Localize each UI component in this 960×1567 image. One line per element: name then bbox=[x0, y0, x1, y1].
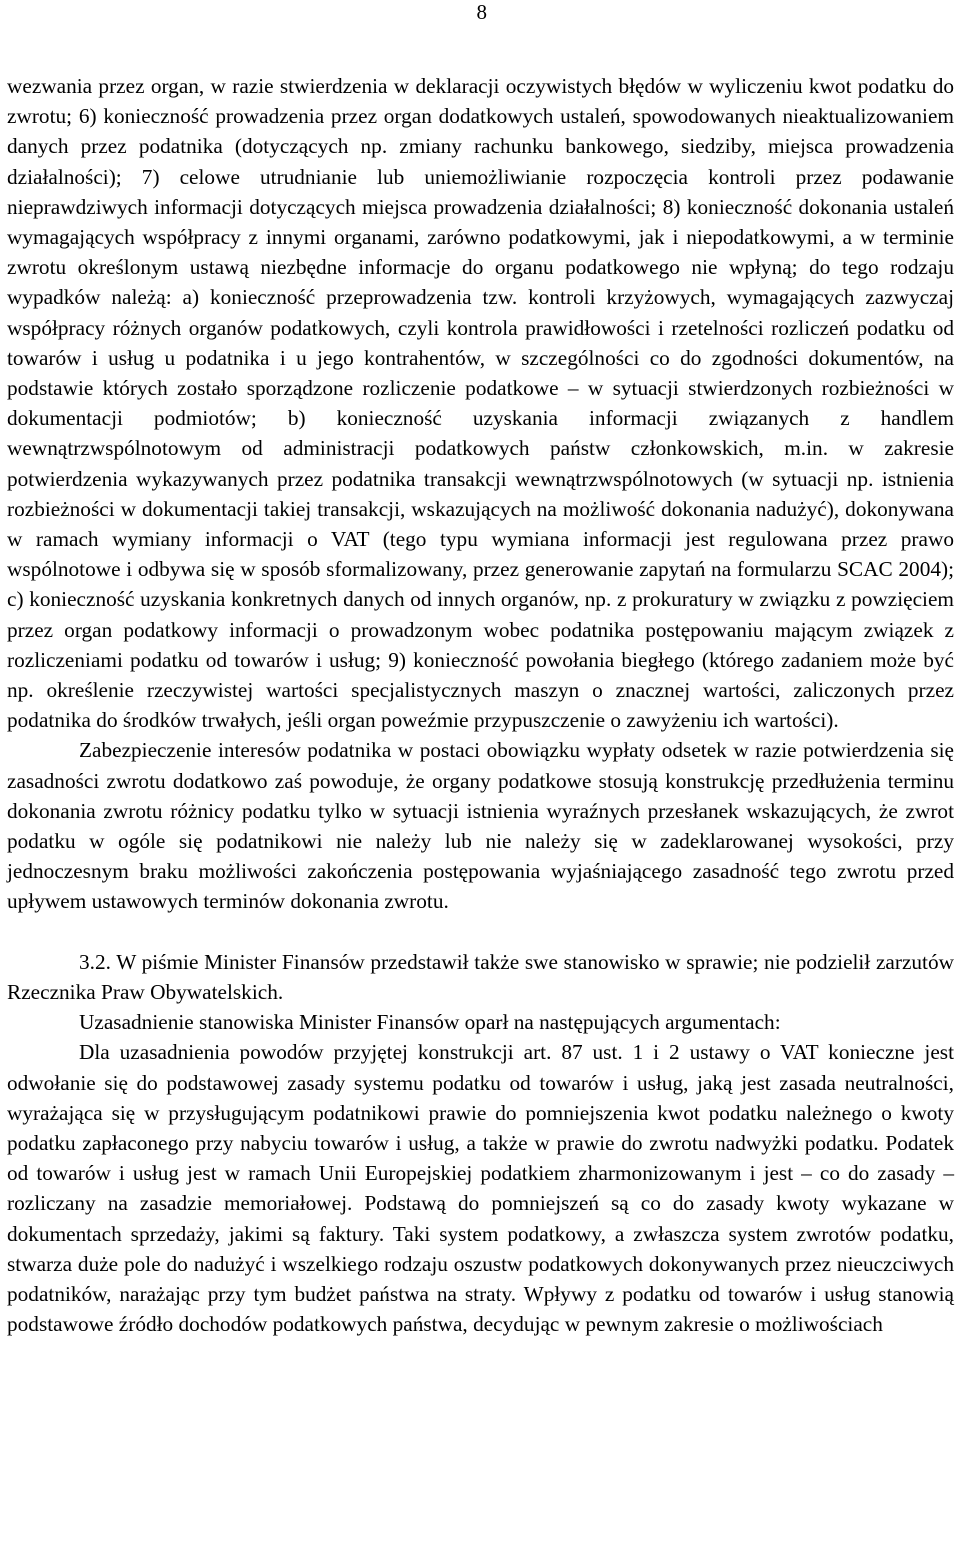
paragraph-taxpayer-interest: Zabezpieczenie interesów podatnika w postaci obowiązku wypłaty odsetek w razie potwierdzenia się zasadności zwrotu dodatkowo zaś powoduje, że organy podatkowe stosują konstrukcję przedłużenia terminu dokonania zwrotu różnicy podatku tylko w sytuacji istnienia wyraźnych przesłanek wskazujących, że zwrot podatku w ogóle się podatnikowi nie należy lub nie należy się w zadeklarowanej wysokości, przy jednoczesnym braku możliwości zakończenia postępowania wyjaśniającego zasadność tego zwrotu przed upływem ustawowych terminów dokonania zwrotu. bbox=[7, 738, 954, 914]
paragraph-justification-intro: Uzasadnienie stanowiska Minister Finansów oparł na następujących argumentach: bbox=[79, 1010, 781, 1035]
paragraph-section-3-2: 3.2. W piśmie Minister Finansów przedstawił także swe stanowisko w sprawie; nie podzielił zarzutów Rzecznika Praw Obywatelskich. bbox=[7, 949, 954, 1004]
page-number: 8 bbox=[476, 0, 487, 24]
paragraph-grounds-list: wezwania przez organ, w razie stwierdzenia w deklaracji oczywistych błędów w wyliczeniu kwot podatku do zwrotu; 6) konieczność prowadzenia przez organ dodatkowych ustaleń, spowodowanych nieaktualizowaniem danych przez podatnika (dotyczących np. zmiany rachunku bankowego, siedziby, miejsca prowadzenia działalności); 7) celowe utrudnianie lub uniemożliwianie rozpoczęcia kontroli przez podawanie nieprawdziwych informacji dotyczących miejsca prowadzenia działalności; 8) konieczność dokonania ustaleń wymagających współpracy z innymi organami, zarówno podatkowymi, jak i niepodatkowymi, a w terminie zwrotu określonym ustawą niezbędne informacje do organu podatkowego nie wpłyną; do tego rodzaju wypadków należą: a) konieczność przeprowadzenia tzw. kontroli krzyżowych, wymagających zazwyczaj współpracy różnych organów podatkowych, czyli kontrola prawidłowości i rzetelności rozliczeń podatku od towarów i usług u podatnika i u jego kontrahentów, w szczególności co do zgodności dokumentów, na podstawie których zostało sporządzone rozliczenie podatkowe – w sytuacji stwierdzonych rozbieżności w dokumentacji podmiotów; b) konieczność uzyskania informacji związanych z handlem wewnątrzwspólnotowym od administracji podatkowych państw członkowskich, m.in. w zakresie potwierdzenia wykazywanych przez podatnika transakcji wewnątrzwspólnotowych (w sytuacji np. istnienia rozbieżności w dokumentacji takiej transakcji, wskazujących na możliwość dokonania nadużyć), dokonywana w ramach wymiany informacji o VAT (tego typu wymiana informacji jest regulowana przez prawo wspólnotowe i odbywa się w sposób sformalizowany, przez generowanie zapytań na formularzu SCAC 2004); c) konieczność uzyskania konkretnych danych od innych organów, np. z prokuratury w związku z powzięciem przez organ podatkowy informacji o prowadzonym wobec podatnika postępowaniu mającym związek z rozliczeniami podatku od towarów i usług; 9) konieczność powołania biegłego (którego zadaniem może być np. określenie rzeczywistej wartości specjalistycznych maszyn o znacznej wartości, zaliczonych przez podatnika do środków trwałych, jeśli organ poweźmie przypuszczenie o zawyżeniu ich wartości). bbox=[7, 74, 954, 733]
document-body bbox=[7, 71, 954, 1339]
paragraph-vat-neutrality: Dla uzasadnienia powodów przyjętej konstrukcji art. 87 ust. 1 i 2 ustawy o VAT konieczne jest odwołanie się do podstawowej zasady systemu podatku od towarów i usług, jaką jest zasada neutralności, wyrażająca się w przysługującym podatnikowi prawie do pomniejszenia kwot podatku należnego o kwoty podatku zapłaconego przy nabyciu towarów i usług, a także w prawie do zwrotu nadwyżki podatku. Podatek od towarów i usług jest w ramach Unii Europejskiej podatkiem zharmonizowanym i jest – co do zasady – rozliczany na zasadzie memoriałowej. Podstawą do pomniejszeń są co do zasady kwoty wykazane w dokumentach sprzedaży, jakimi są faktury. Taki system podatkowy, a zwłaszcza system zwrotów podatku, stwarza duże pole do nadużyć i wszelkiego rodzaju oszustw podatkowych dokonywanych przez nieuczciwych podatników, narażając przy tym budżet państwa na straty. Wpływy z podatku od towarów i usług stanowią podstawowe źródło dochodów podatkowych państwa, decydując w pewnym zakresie o możliwościach bbox=[7, 1040, 954, 1337]
